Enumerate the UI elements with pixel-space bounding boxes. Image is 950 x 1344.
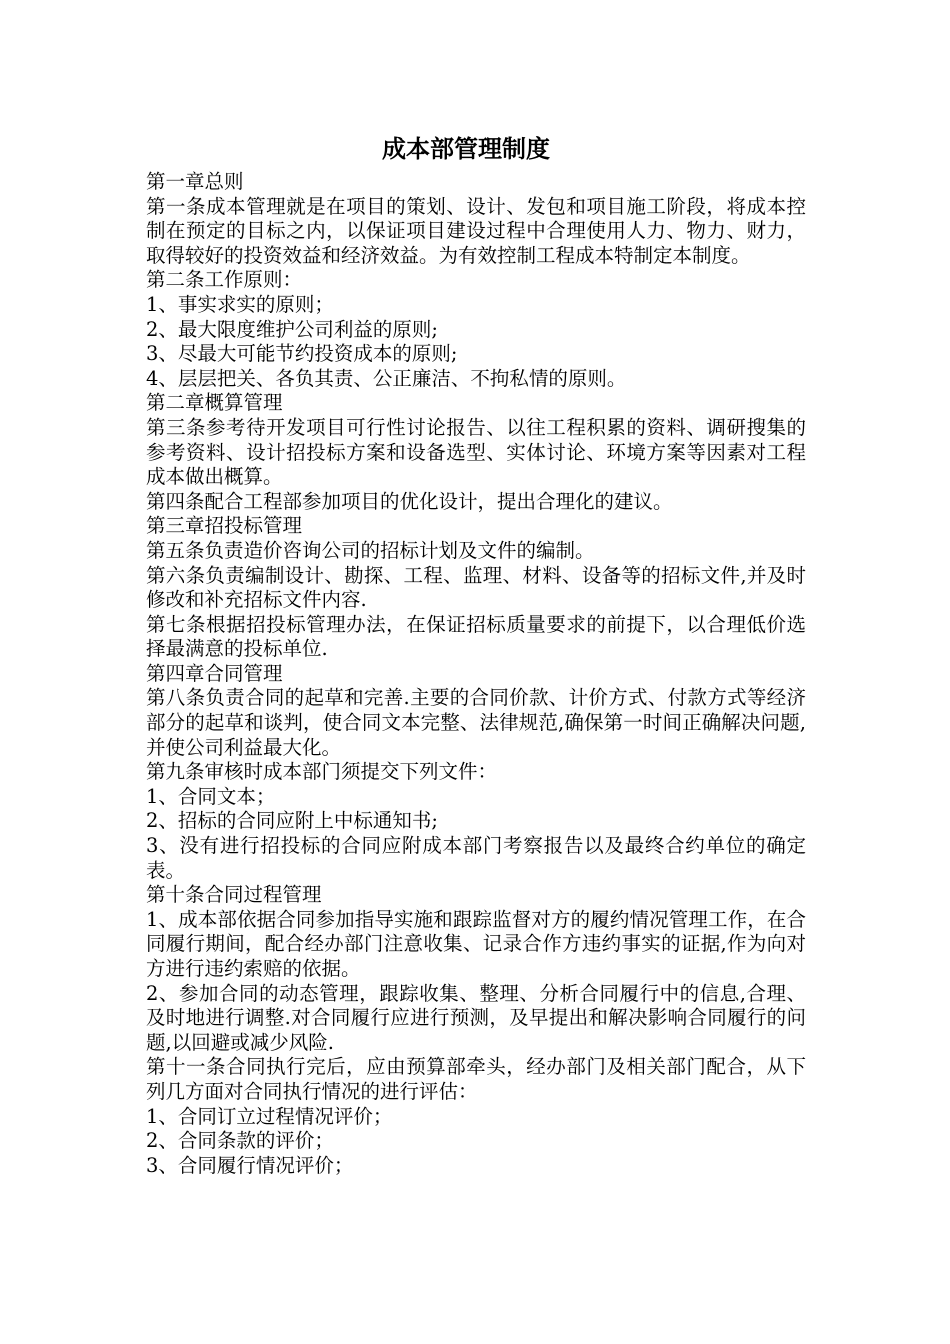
list-item: 2、最大限度维护公司利益的原则; (146, 317, 438, 341)
list-item: 1、事实求实的原则； (146, 292, 334, 316)
article-paragraph: 第九条审核时成本部门须提交下列文件： (146, 760, 498, 784)
article-paragraph: 第十条合同过程管理 (146, 883, 322, 907)
document-page (146, 132, 806, 1178)
chapter-heading: 第二章概算管理 (146, 391, 283, 415)
list-item: 1、合同文本； (146, 784, 276, 808)
article-paragraph: 第二条工作原则： (146, 268, 303, 292)
list-item: 2、招标的合同应附上中标通知书; (146, 809, 438, 833)
list-item: 1、成本部依据合同参加指导实施和跟踪监督对方的履约情况管理工作，在合同履行期间，配合经办部门注意收集、记录合作方违约事实的证据,作为向对方进行违约索赔的依据。 (146, 907, 806, 980)
article-paragraph: 第十一条合同执行完后，应由预算部牵头，经办部门及相关部门配合，从下列几方面对合同执行情况的进行评估： (146, 1055, 806, 1103)
chapter-heading: 第四章合同管理 (146, 661, 283, 685)
chapter-heading: 第一章总则 (146, 170, 244, 193)
list-item: 2、参加合同的动态管理，跟踪收集、整理、分析合同履行中的信息,合理、及时地进行调整.对合同履行应进行预测，及早提出和解决影响合同履行的问题,以回避或减少风险. (146, 981, 806, 1054)
list-item: 2、合同条款的评价； (146, 1129, 334, 1153)
article-paragraph: 第七条根据招投标管理办法，在保证招标质量要求的前提下，以合理低价选择最满意的投标单位. (146, 612, 806, 661)
chapter-heading: 第三章招投标管理 (146, 514, 303, 538)
document-title: 成本部管理制度 (382, 135, 550, 163)
article-paragraph: 第五条负责造价咨询公司的招标计划及文件的编制。 (146, 538, 595, 562)
article-paragraph: 第六条负责编制设计、勘探、工程、监理、材料、设备等的招标文件,并及时修改和补充招标文件内容. (146, 563, 806, 612)
article-paragraph: 第三条参考待开发项目可行性讨论报告、以往工程积累的资料、调研搜集的参考资料、设计招投标方案和设备选型、实体讨论、环境方案等因素对工程成本做出概算。 (146, 415, 806, 489)
article-paragraph: 第四条配合工程部参加项目的优化设计，提出合理化的建议。 (146, 489, 673, 513)
article-paragraph: 第八条负责合同的起草和完善.主要的合同价款、计价方式、付款方式等经济部分的起草和谈判，使合同文本完整、法律规范,确保第一时间正确解决问题,并使公司利益最大化。 (146, 686, 806, 759)
list-item: 4、层层把关、各负其责、公正廉洁、不拘私情的原则。 (146, 366, 627, 390)
list-item: 3、没有进行招投标的合同应附成本部门考察报告以及最终合约单位的确定表。 (146, 834, 806, 882)
article-paragraph: 第一条成本管理就是在项目的策划、设计、发包和项目施工阶段，将成本控制在预定的目标之内，以保证项目建设过程中合理使用人力、物力、财力，取得较好的投资效益和经济效益。为有效控制工程成本特制定本制度。 (146, 194, 806, 267)
list-item: 3、尽最大可能节约投资成本的原则; (146, 342, 458, 366)
list-item: 3、合同履行情况评价； (146, 1153, 354, 1177)
list-item: 1、合同订立过程情况评价； (146, 1104, 393, 1128)
